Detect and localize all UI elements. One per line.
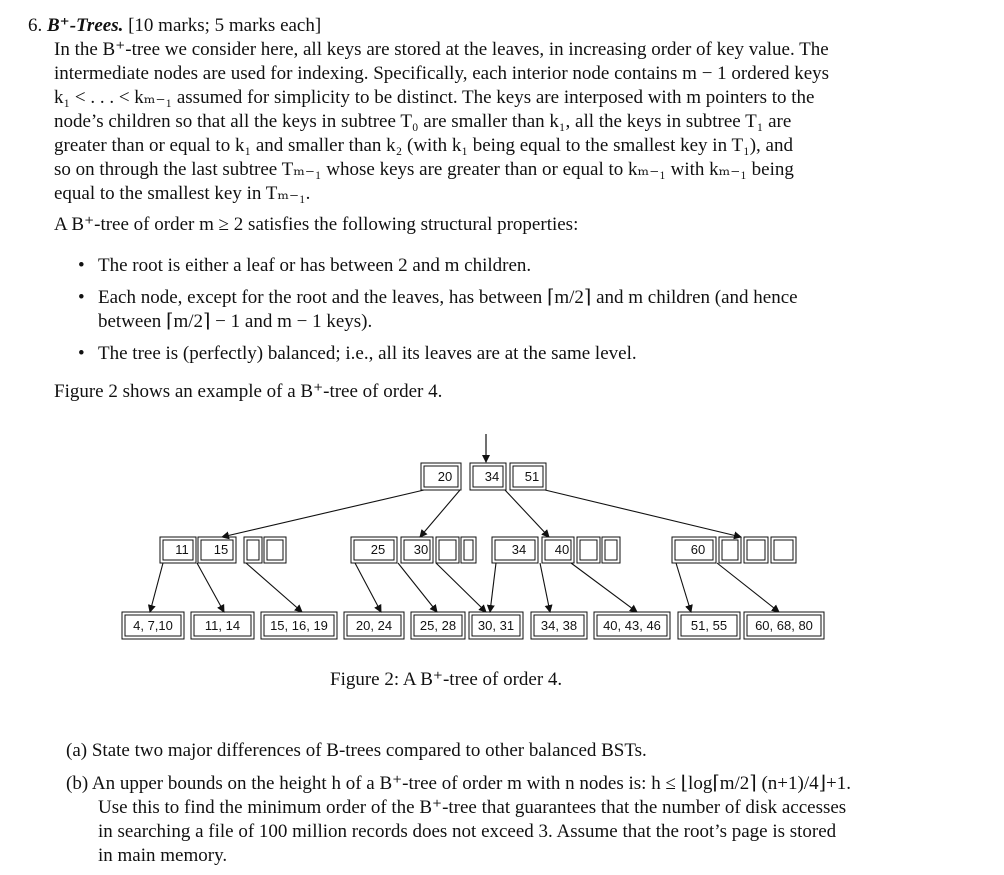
property-item: • The root is either a leaf or has between 2 and m children. <box>78 254 942 278</box>
subquestion-text: Use this to find the minimum order of the B⁺-tree that guarantees that the number of disk accesses <box>98 797 847 818</box>
subquestion-b <box>66 772 851 868</box>
properties-intro: A B⁺-tree of order m ≥ 2 satisfies the following structural properties: <box>54 214 579 235</box>
leaf-keys: 11, 14 <box>204 618 241 633</box>
subquestion-text: State two major differences of B-trees compared to other balanced BSTs. <box>91 740 647 761</box>
leaf-keys: 51, 55 <box>690 618 728 633</box>
root-key: 51 <box>524 469 540 484</box>
tree-edge <box>420 490 460 537</box>
root-key: 34 <box>484 469 500 484</box>
tree-edge <box>355 563 381 612</box>
internal-key: 60 <box>690 542 706 557</box>
node-cell-inner <box>722 540 738 560</box>
figure-reference: Figure 2 shows an example of a B⁺-tree of order 4. <box>54 381 443 402</box>
intro-line: intermediate nodes are used for indexing. Specifically, each interior node contains m − 1 ordered keys <box>54 63 830 84</box>
subquestion-label: (a) <box>66 740 88 761</box>
question-number: 6. <box>28 15 43 36</box>
question-title: B⁺-Trees. <box>47 15 124 36</box>
internal-key: 25 <box>370 542 386 557</box>
tree-edge <box>505 490 549 537</box>
internal-key: 30 <box>413 542 429 557</box>
tree-edge <box>571 563 637 612</box>
tree-edge <box>150 563 163 612</box>
tree-edge <box>222 490 424 537</box>
leaf-keys: 25, 28 <box>419 618 457 633</box>
question-marks: [10 marks; 5 marks each] <box>128 15 322 36</box>
tree-edge <box>717 563 779 612</box>
node-cell-inner <box>605 540 617 560</box>
tree-edge <box>398 563 437 612</box>
leaf-keys: 4, 7,10 <box>133 618 173 633</box>
leaf-keys: 30, 31 <box>477 618 515 633</box>
leaf-keys: 40, 43, 46 <box>603 618 661 633</box>
tree-edge <box>246 563 302 612</box>
node-cell <box>771 537 796 563</box>
root-key: 20 <box>437 469 453 484</box>
subquestion-label: (b) <box>66 773 89 794</box>
property-item: • Each node, except for the root and the leaves, has between ⌈m/2⌉ and m children (and hence between ⌈m/2⌉ − 1 and m − 1 keys). <box>78 286 942 334</box>
tree-edge <box>436 563 486 612</box>
internal-key: 40 <box>554 542 570 557</box>
intro-line: so on through the last subtree Tₘ₋₁ whose keys are greater than or equal to kₘ₋₁ with kₘ₋₁ being <box>54 159 794 180</box>
internal-key: 11 <box>175 542 189 557</box>
node-cell-inner <box>747 540 765 560</box>
subquestion-text: in main memory. <box>98 845 228 866</box>
property-item: • The tree is (perfectly) balanced; i.e., all its leaves are at the same level. <box>78 342 942 366</box>
internal-key: 34 <box>511 542 527 557</box>
intro-line: In the B⁺-tree we consider here, all keys are stored at the leaves, in increasing order of key value. The <box>54 39 829 60</box>
tree-edge <box>676 563 691 612</box>
figure-caption: Figure 2: A B⁺-tree of order 4. <box>330 669 563 690</box>
intro-line: equal to the smallest key in Tₘ₋₁. <box>54 183 311 204</box>
node-cell-inner <box>464 540 473 560</box>
intro-line: greater than or equal to k₁ and smaller than k₂ (with k₁ being equal to the smallest key in T₁), and <box>54 135 793 156</box>
node-cell-inner <box>580 540 597 560</box>
internal-key: 15 <box>213 542 229 557</box>
tree-edge <box>540 563 550 612</box>
node-cell <box>744 537 768 563</box>
subquestion-a <box>66 739 647 763</box>
tree-edge <box>490 563 496 612</box>
leaf-keys: 34, 38 <box>540 618 578 633</box>
node-cell-inner <box>774 540 793 560</box>
intro-line: node’s children so that all the keys in subtree T₀ are smaller than k₁, all the keys in subtree T₁ are <box>54 111 792 132</box>
tree-edge <box>197 563 224 612</box>
node-cell-inner <box>267 540 283 560</box>
leaf-keys: 20, 24 <box>355 618 393 633</box>
intro-line: k₁ < . . . < kₘ₋₁ assumed for simplicity to be distinct. The keys are interposed with m pointers to the <box>54 87 815 108</box>
tree-edge <box>545 490 741 537</box>
node-cell <box>461 537 476 563</box>
leaf-keys: 15, 16, 19 <box>270 618 328 633</box>
tree-layer <box>122 434 824 639</box>
subquestion-text: An upper bounds on the height h of a B⁺-tree of order m with n nodes is: h ≤ ⌊log⌈m/2⌉ (n+1)/4⌋+1. <box>91 773 851 794</box>
node-cell-inner <box>247 540 259 560</box>
subquestion-text: in searching a file of 100 million records does not exceed 3. Assume that the root’s page is stored <box>98 821 837 842</box>
node-cell-inner <box>439 540 456 560</box>
leaf-keys: 60, 68, 80 <box>755 618 813 633</box>
